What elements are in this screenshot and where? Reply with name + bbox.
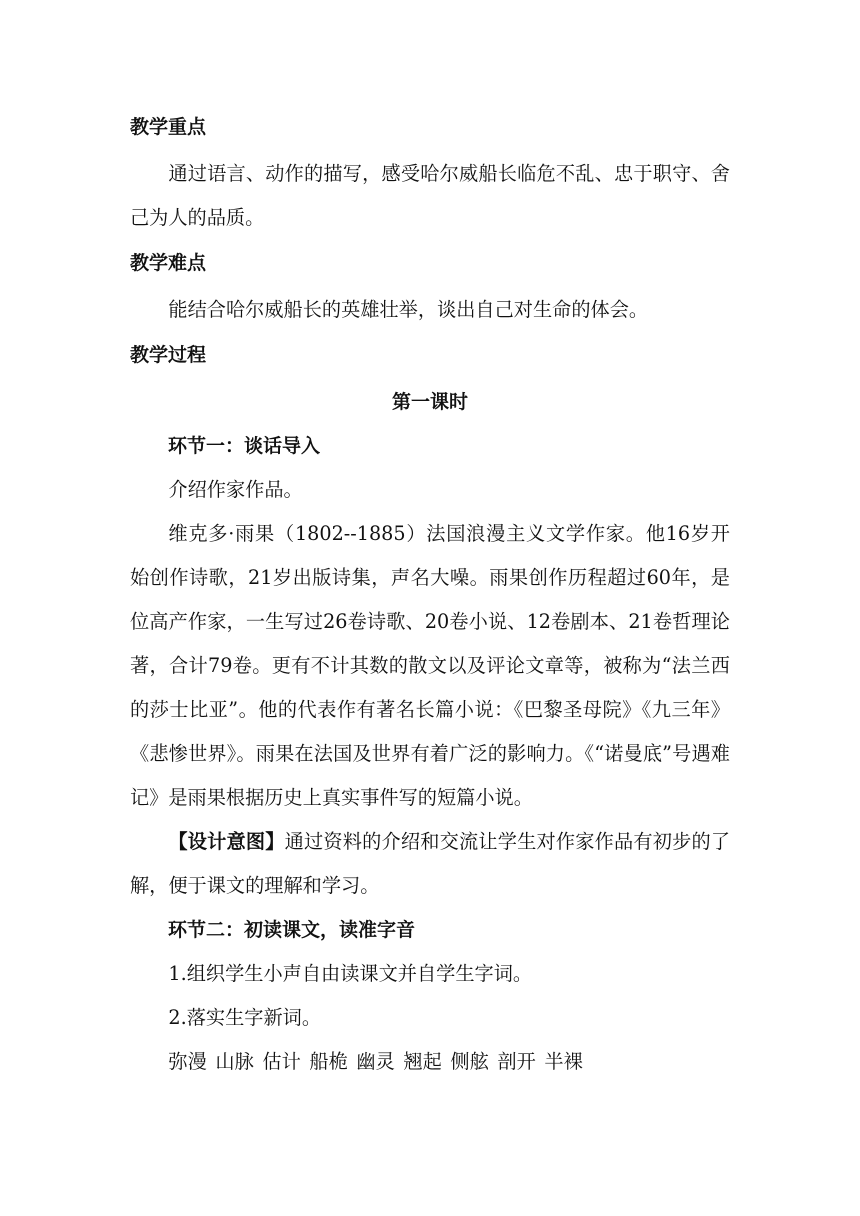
vocab-word: 剖开 (497, 1050, 536, 1073)
vocab-word: 幽灵 (356, 1050, 395, 1073)
teaching-focus-text: 通过语言、动作的描写，感受哈尔威船长临危不乱、忠于职守、舍己为人的品质。 (130, 162, 730, 229)
vocab-word: 翘起 (403, 1050, 442, 1073)
vocab-word: 侧舷 (450, 1050, 489, 1073)
teaching-difficulty-text: 能结合哈尔威船长的英雄壮举，谈出自己对生命的体会。 (168, 298, 649, 321)
vocab-word: 估计 (262, 1050, 301, 1073)
vocab-word: 弥漫 (168, 1050, 207, 1073)
step1-author-bio: 维克多·雨果（1802--1885）法国浪漫主义文学作家。他16岁开始创作诗歌，21岁出版诗集，声名大噪。雨果创作历程超过60年，是位高产作家，一生写过26卷诗歌、20卷小说、12卷剧本、21卷哲理论著，合计79卷。更有不计其数的散文以及评论文章等，被称为“法兰西的莎士比亚”。他的代表作有著名长篇小说：《巴黎圣母院》《九三年》《悲惨世界》。雨果在法国及世界有着广泛的影响力。《“诺曼底”号遇难记》是雨果根据历史上真实事件写的短篇小说。 (130, 522, 730, 809)
lesson-title: 第一课时 (391, 391, 468, 413)
design-intent-text: 通过资料的介绍和交流让学生对作家作品有初步的了解，便于课文的理解和学习。 (130, 830, 731, 897)
step1-title: 环节一：谈话导入 (168, 435, 321, 457)
vocab-word: 山脉 (215, 1050, 254, 1073)
heading-teaching-difficulty: 教学难点 (130, 252, 207, 274)
step2-item2: 2.落实生字新词。 (168, 1006, 322, 1029)
design-intent-label: 【设计意图】 (168, 830, 285, 853)
vocab-word: 船桅 (309, 1050, 348, 1073)
document-content (130, 108, 730, 1084)
vocab-word: 半裸 (544, 1050, 583, 1073)
step2-title: 环节二：初读课文，读准字音 (168, 919, 416, 941)
vocab-word-list (130, 1040, 730, 1084)
step2-item1: 1.组织学生小声自由读课文并自学生字词。 (168, 962, 533, 985)
step1-design-intent (130, 820, 730, 908)
heading-teaching-process: 教学过程 (130, 344, 207, 366)
heading-teaching-focus: 教学重点 (130, 116, 207, 138)
step1-intro: 介绍作家作品。 (168, 478, 303, 501)
